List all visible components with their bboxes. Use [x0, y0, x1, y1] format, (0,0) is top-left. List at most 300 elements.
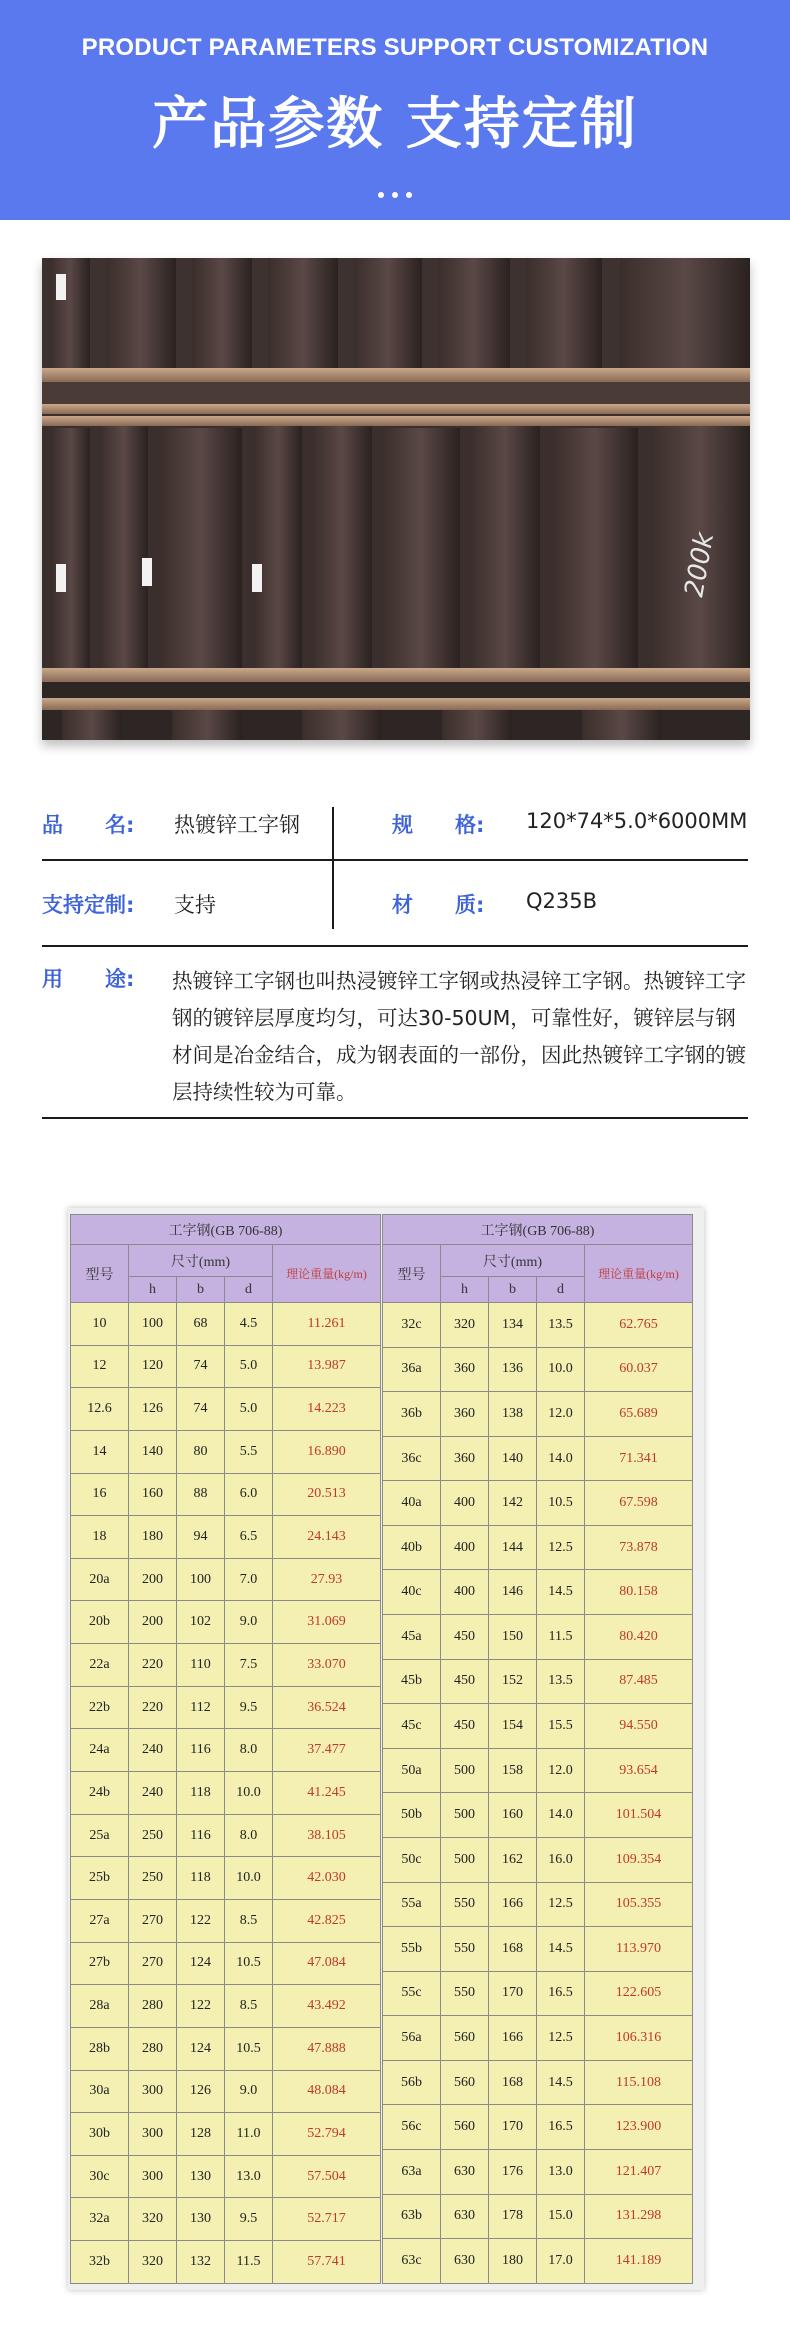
cell-weight: 41.245 [273, 1772, 381, 1815]
cell-model: 36a [383, 1347, 441, 1392]
cell-h: 630 [441, 2149, 489, 2194]
cell-weight: 47.888 [273, 2027, 381, 2070]
cell-model: 40c [383, 1570, 441, 1615]
cell-b: 160 [489, 1793, 537, 1838]
cell-h: 560 [441, 2060, 489, 2105]
cell-b: 178 [489, 2194, 537, 2239]
cell-weight: 80.420 [585, 1615, 693, 1660]
cell-model: 20b [71, 1601, 129, 1644]
cell-model: 56c [383, 2105, 441, 2150]
cell-h: 200 [129, 1558, 177, 1601]
table-row [383, 1481, 693, 1526]
cell-model: 30a [71, 2070, 129, 2113]
cell-d: 12.0 [537, 1392, 585, 1437]
cell-weight: 141.189 [585, 2239, 693, 2284]
cell-weight: 73.878 [585, 1525, 693, 1570]
col-d-header: d [537, 1277, 585, 1303]
cell-d: 13.0 [537, 2149, 585, 2194]
table-row [71, 1345, 381, 1388]
use-label: 用 途: [42, 967, 135, 991]
table-row [383, 1436, 693, 1481]
cell-model: 40b [383, 1525, 441, 1570]
col-h-header: h [129, 1277, 177, 1303]
cell-b: 158 [489, 1748, 537, 1793]
cell-d: 7.5 [225, 1644, 273, 1687]
cell-h: 500 [441, 1748, 489, 1793]
col-h-header: h [441, 1277, 489, 1303]
i-beam-stack-illustration [42, 258, 750, 740]
cell-d: 12.0 [537, 1748, 585, 1793]
cell-weight: 122.605 [585, 1971, 693, 2016]
cell-b: 68 [177, 1303, 225, 1346]
cell-weight: 47.084 [273, 1942, 381, 1985]
cell-h: 360 [441, 1392, 489, 1437]
cell-h: 300 [129, 2155, 177, 2198]
cell-d: 10.0 [225, 1772, 273, 1815]
cell-weight: 62.765 [585, 1303, 693, 1348]
cell-model: 55a [383, 1882, 441, 1927]
cell-model: 28a [71, 1985, 129, 2028]
cell-h: 360 [441, 1347, 489, 1392]
cell-weight: 52.717 [273, 2198, 381, 2241]
cell-h: 360 [441, 1436, 489, 1481]
cell-model: 45a [383, 1615, 441, 1660]
cell-model: 24b [71, 1772, 129, 1815]
col-size-header: 尺寸(mm) [129, 1245, 273, 1277]
cell-weight: 113.970 [585, 1927, 693, 1972]
cell-model: 16 [71, 1473, 129, 1516]
cell-b: 180 [489, 2239, 537, 2284]
cell-b: 112 [177, 1686, 225, 1729]
cell-weight: 16.890 [273, 1430, 381, 1473]
cell-d: 5.5 [225, 1430, 273, 1473]
cell-b: 168 [489, 1927, 537, 1972]
cell-d: 6.5 [225, 1516, 273, 1559]
cell-d: 14.0 [537, 1436, 585, 1481]
cell-d: 17.0 [537, 2239, 585, 2284]
cell-d: 8.0 [225, 1729, 273, 1772]
col-weight-header: 理论重量(kg/m) [585, 1245, 693, 1303]
cell-weight: 94.550 [585, 1704, 693, 1749]
cell-b: 126 [177, 2070, 225, 2113]
cell-h: 240 [129, 1772, 177, 1815]
cell-model: 24a [71, 1729, 129, 1772]
cell-b: 162 [489, 1837, 537, 1882]
cell-d: 9.5 [225, 2198, 273, 2241]
table-row [383, 1525, 693, 1570]
table-row [71, 2027, 381, 2070]
cell-weight: 33.070 [273, 1644, 381, 1687]
cell-weight: 13.987 [273, 1345, 381, 1388]
cell-h: 550 [441, 1882, 489, 1927]
cell-model: 50a [383, 1748, 441, 1793]
col-model-header: 型号 [71, 1245, 129, 1303]
cell-h: 450 [441, 1659, 489, 1704]
cell-model: 18 [71, 1516, 129, 1559]
cell-h: 300 [129, 2070, 177, 2113]
param-row-custom-material [42, 861, 748, 947]
cell-model: 40a [383, 1481, 441, 1526]
cell-b: 130 [177, 2198, 225, 2241]
cell-weight: 65.689 [585, 1392, 693, 1437]
cell-model: 63c [383, 2239, 441, 2284]
cell-d: 6.0 [225, 1473, 273, 1516]
cell-model: 30b [71, 2113, 129, 2156]
cell-h: 550 [441, 1971, 489, 2016]
cell-model: 14 [71, 1430, 129, 1473]
table-row [71, 1729, 381, 1772]
table-row [71, 2241, 381, 2284]
cell-d: 11.5 [537, 1615, 585, 1660]
cell-d: 4.5 [225, 1303, 273, 1346]
cell-h: 270 [129, 1899, 177, 1942]
table-row [383, 1882, 693, 1927]
table-title: 工字钢(GB 706-88) [383, 1215, 693, 1245]
table-row [71, 1430, 381, 1473]
cell-d: 14.0 [537, 1793, 585, 1838]
cell-model: 32c [383, 1303, 441, 1348]
table-row [71, 1473, 381, 1516]
table-row [71, 1516, 381, 1559]
table-row [383, 2149, 693, 2194]
cell-d: 5.0 [225, 1388, 273, 1431]
cell-d: 8.5 [225, 1985, 273, 2028]
cell-b: 138 [489, 1392, 537, 1437]
cell-d: 16.5 [537, 1971, 585, 2016]
cell-model: 12.6 [71, 1388, 129, 1431]
cell-h: 400 [441, 1570, 489, 1615]
cell-d: 14.5 [537, 1927, 585, 1972]
cell-model: 27b [71, 1942, 129, 1985]
cell-h: 280 [129, 1985, 177, 2028]
cell-b: 94 [177, 1516, 225, 1559]
cell-h: 560 [441, 2016, 489, 2061]
use-description: 热镀锌工字钢也叫热浸镀锌工字钢或热浸锌工字钢。热镀锌工字钢的镀锌层厚度均匀，可达30-50UM，可靠性好，镀锌层与钢材间是冶金结合，成为钢表面的一部份，因此热镀锌工字钢的镀层持续性较为可靠。 [172, 969, 746, 1104]
cell-d: 12.5 [537, 1525, 585, 1570]
cell-h: 630 [441, 2239, 489, 2284]
cell-weight: 131.298 [585, 2194, 693, 2239]
cell-model: 25b [71, 1857, 129, 1900]
cell-model: 50c [383, 1837, 441, 1882]
table-row [71, 1388, 381, 1431]
name-label: 品 名: [42, 813, 135, 837]
cell-h: 280 [129, 2027, 177, 2070]
cell-h: 126 [129, 1388, 177, 1431]
cell-h: 560 [441, 2105, 489, 2150]
cell-d: 10.0 [225, 1857, 273, 1900]
cell-h: 120 [129, 1345, 177, 1388]
col-b-header: b [489, 1277, 537, 1303]
table-row [383, 1793, 693, 1838]
cell-weight: 42.030 [273, 1857, 381, 1900]
cell-h: 180 [129, 1516, 177, 1559]
cell-model: 56a [383, 2016, 441, 2061]
cell-b: 110 [177, 1644, 225, 1687]
cell-model: 50b [383, 1793, 441, 1838]
cell-weight: 115.108 [585, 2060, 693, 2105]
cell-weight: 37.477 [273, 1729, 381, 1772]
table-row [71, 1814, 381, 1857]
cell-model: 22a [71, 1644, 129, 1687]
col-model-header: 型号 [383, 1245, 441, 1303]
cell-model: 36b [383, 1392, 441, 1437]
cell-h: 500 [441, 1837, 489, 1882]
table-row [71, 1686, 381, 1729]
col-size-header: 尺寸(mm) [441, 1245, 585, 1277]
cell-weight: 101.504 [585, 1793, 693, 1838]
cell-weight: 48.084 [273, 2070, 381, 2113]
table-row [383, 1971, 693, 2016]
steel-spec-sheet [68, 1208, 704, 2290]
cell-model: 45b [383, 1659, 441, 1704]
cell-weight: 27.93 [273, 1558, 381, 1601]
cell-model: 56b [383, 2060, 441, 2105]
cell-model: 30c [71, 2155, 129, 2198]
cell-h: 140 [129, 1430, 177, 1473]
cell-b: 116 [177, 1814, 225, 1857]
table-row [383, 1392, 693, 1437]
cell-weight: 11.261 [273, 1303, 381, 1346]
cell-b: 152 [489, 1659, 537, 1704]
cell-weight: 93.654 [585, 1748, 693, 1793]
cell-d: 9.0 [225, 1601, 273, 1644]
cell-weight: 80.158 [585, 1570, 693, 1615]
table-row [383, 2239, 693, 2284]
cell-d: 11.0 [225, 2113, 273, 2156]
table-row [71, 1857, 381, 1900]
cell-b: 124 [177, 1942, 225, 1985]
cell-b: 166 [489, 1882, 537, 1927]
cell-b: 118 [177, 1772, 225, 1815]
cell-weight: 31.069 [273, 1601, 381, 1644]
cell-d: 12.5 [537, 2016, 585, 2061]
header-dots [0, 183, 790, 202]
cell-weight: 14.223 [273, 1388, 381, 1431]
param-row-usage [42, 947, 748, 1119]
cell-d: 12.5 [537, 1882, 585, 1927]
table-row [383, 2016, 693, 2061]
cell-b: 74 [177, 1345, 225, 1388]
cell-d: 8.5 [225, 1899, 273, 1942]
cell-weight: 57.741 [273, 2241, 381, 2284]
cell-d: 10.5 [225, 1942, 273, 1985]
cell-h: 320 [129, 2198, 177, 2241]
cell-h: 250 [129, 1857, 177, 1900]
table-row [383, 1748, 693, 1793]
table-row [71, 2113, 381, 2156]
cell-h: 400 [441, 1525, 489, 1570]
cell-h: 300 [129, 2113, 177, 2156]
cell-d: 13.0 [225, 2155, 273, 2198]
beam-stencil-marking: 200k [679, 530, 721, 600]
cell-b: 140 [489, 1436, 537, 1481]
cell-model: 32a [71, 2198, 129, 2241]
cell-weight: 20.513 [273, 1473, 381, 1516]
cell-d: 11.5 [225, 2241, 273, 2284]
cell-weight: 121.407 [585, 2149, 693, 2194]
cell-d: 14.5 [537, 2060, 585, 2105]
cell-model: 55c [383, 1971, 441, 2016]
cell-weight: 38.105 [273, 1814, 381, 1857]
cell-weight: 123.900 [585, 2105, 693, 2150]
cell-b: 170 [489, 1971, 537, 2016]
cell-b: 122 [177, 1899, 225, 1942]
cell-b: 166 [489, 2016, 537, 2061]
table-row [383, 1570, 693, 1615]
cell-h: 630 [441, 2194, 489, 2239]
cell-h: 220 [129, 1644, 177, 1687]
column-divider [332, 861, 334, 929]
cell-model: 28b [71, 2027, 129, 2070]
param-row-name-spec [42, 795, 748, 861]
cell-weight: 43.492 [273, 1985, 381, 2028]
name-value: 热镀锌工字钢 [174, 813, 300, 837]
table-row [71, 2198, 381, 2241]
custom-value: 支持 [174, 893, 216, 917]
cell-b: 136 [489, 1347, 537, 1392]
cell-b: 132 [177, 2241, 225, 2284]
cell-b: 128 [177, 2113, 225, 2156]
table-row [71, 1942, 381, 1985]
cell-model: 22b [71, 1686, 129, 1729]
cell-h: 100 [129, 1303, 177, 1346]
cell-h: 160 [129, 1473, 177, 1516]
cell-h: 500 [441, 1793, 489, 1838]
cell-b: 150 [489, 1615, 537, 1660]
cell-b: 100 [177, 1558, 225, 1601]
header-chinese-title: 产品参数 支持定制 [152, 92, 638, 157]
cell-h: 270 [129, 1942, 177, 1985]
cell-h: 400 [441, 1481, 489, 1526]
cell-b: 124 [177, 2027, 225, 2070]
cell-h: 450 [441, 1615, 489, 1660]
col-weight-header: 理论重量(kg/m) [273, 1245, 381, 1303]
product-photo [42, 258, 750, 740]
table-row [71, 1644, 381, 1687]
custom-label: 支持定制: [42, 893, 135, 917]
table-row [71, 1985, 381, 2028]
column-divider [332, 807, 334, 861]
cell-d: 9.5 [225, 1686, 273, 1729]
cell-h: 250 [129, 1814, 177, 1857]
cell-b: 102 [177, 1601, 225, 1644]
parameter-table [42, 795, 748, 1119]
col-d-header: d [225, 1277, 273, 1303]
spec-value: 120*74*5.0*6000MM [526, 809, 748, 833]
cell-b: 88 [177, 1473, 225, 1516]
cell-d: 16.5 [537, 2105, 585, 2150]
cell-b: 74 [177, 1388, 225, 1431]
cell-model: 36c [383, 1436, 441, 1481]
cell-model: 10 [71, 1303, 129, 1346]
spec-label: 规 格: [392, 813, 485, 837]
cell-b: 80 [177, 1430, 225, 1473]
table-row [383, 1837, 693, 1882]
table-row [383, 1347, 693, 1392]
table-title: 工字钢(GB 706-88) [71, 1215, 381, 1245]
cell-b: 154 [489, 1704, 537, 1749]
cell-model: 63b [383, 2194, 441, 2239]
cell-d: 10.0 [537, 1347, 585, 1392]
cell-h: 240 [129, 1729, 177, 1772]
cell-b: 116 [177, 1729, 225, 1772]
cell-weight: 60.037 [585, 1347, 693, 1392]
cell-weight: 71.341 [585, 1436, 693, 1481]
cell-model: 32b [71, 2241, 129, 2284]
header-banner [0, 0, 790, 220]
cell-b: 122 [177, 1985, 225, 2028]
table-row [383, 1615, 693, 1660]
table-row [383, 2105, 693, 2150]
cell-b: 176 [489, 2149, 537, 2194]
cell-model: 25a [71, 1814, 129, 1857]
cell-b: 134 [489, 1303, 537, 1348]
table-row [383, 1704, 693, 1749]
material-label: 材 质: [392, 893, 485, 917]
cell-d: 16.0 [537, 1837, 585, 1882]
cell-d: 15.0 [537, 2194, 585, 2239]
cell-b: 144 [489, 1525, 537, 1570]
cell-weight: 52.794 [273, 2113, 381, 2156]
header-english-title: PRODUCT PARAMETERS SUPPORT CUSTOMIZATION [81, 34, 709, 61]
cell-d: 13.5 [537, 1303, 585, 1348]
table-row [71, 1899, 381, 1942]
cell-weight: 42.825 [273, 1899, 381, 1942]
table-row [71, 1558, 381, 1601]
cell-model: 63a [383, 2149, 441, 2194]
table-row [383, 1659, 693, 1704]
cell-weight: 36.524 [273, 1686, 381, 1729]
cell-model: 20a [71, 1558, 129, 1601]
cell-b: 168 [489, 2060, 537, 2105]
cell-d: 5.0 [225, 1345, 273, 1388]
cell-d: 10.5 [537, 1481, 585, 1526]
steel-table-left [70, 1214, 381, 2284]
cell-b: 170 [489, 2105, 537, 2150]
cell-weight: 105.355 [585, 1882, 693, 1927]
table-row [383, 1927, 693, 1972]
cell-h: 320 [441, 1303, 489, 1348]
cell-d: 9.0 [225, 2070, 273, 2113]
cell-model: 12 [71, 1345, 129, 1388]
cell-model: 27a [71, 1899, 129, 1942]
table-row [383, 2060, 693, 2105]
table-row [71, 1772, 381, 1815]
cell-d: 8.0 [225, 1814, 273, 1857]
cell-d: 10.5 [225, 2027, 273, 2070]
table-row [383, 1303, 693, 1348]
table-row [71, 1303, 381, 1346]
cell-h: 450 [441, 1704, 489, 1749]
cell-d: 15.5 [537, 1704, 585, 1749]
table-row [71, 2070, 381, 2113]
cell-b: 142 [489, 1481, 537, 1526]
cell-h: 220 [129, 1686, 177, 1729]
table-row [71, 2155, 381, 2198]
steel-table-right [382, 1214, 693, 2284]
table-row [383, 2194, 693, 2239]
cell-h: 550 [441, 1927, 489, 1972]
cell-h: 320 [129, 2241, 177, 2284]
col-b-header: b [177, 1277, 225, 1303]
cell-weight: 67.598 [585, 1481, 693, 1526]
cell-d: 13.5 [537, 1659, 585, 1704]
cell-model: 45c [383, 1704, 441, 1749]
table-row [71, 1601, 381, 1644]
cell-weight: 109.354 [585, 1837, 693, 1882]
cell-b: 146 [489, 1570, 537, 1615]
cell-b: 118 [177, 1857, 225, 1900]
